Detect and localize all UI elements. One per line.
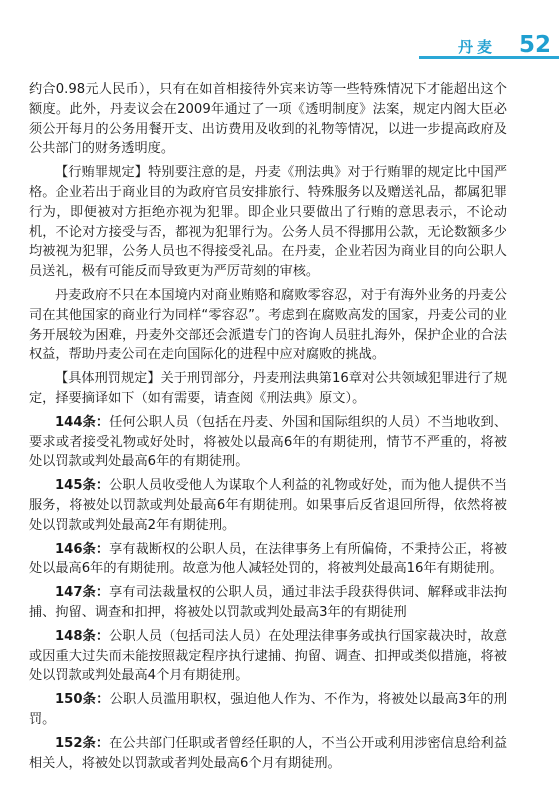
bribery-rules-text: 特别要注意的是，丹麦《刑法典》对于行贿罪的规定比中国严格。企业若出于商业目的为政府官员安排旅行、特殊服务以及赠送礼品，都属犯罪行为，即便被对方拒绝亦视为犯罪。即企业只要做出了行贿的意思表示，不论动机，不论对方接受与否，都视为犯罪行为。公务人员不得挪用公款，无论数额多少均被视为犯罪，公务人员也不得接受礼品。在丹麦，企业若因为商业目的向公职人员送礼，极有可能反而导致更为严厉苛刻的审核。 xyxy=(29,165,508,280)
bribery-rules-label: 【行贿罪规定】 xyxy=(55,165,149,181)
article-label: 147条： xyxy=(55,585,110,601)
article-label: 150条： xyxy=(55,692,110,708)
article-text: 公职人员滥用职权，强迫他人作为、不作为，将被处以最高3年的刑罚。 xyxy=(29,692,508,727)
article-text: 享有裁断权的公职人员，在法律事务上有所偏倚，不秉持公正，将被处以最高6年的有期徒刑。故意为他人减轻处罚的，将被判处最高16年有期徒刑。 xyxy=(29,541,508,577)
article-148 xyxy=(29,627,507,686)
article-label: 146条： xyxy=(55,541,110,557)
article-label: 152条： xyxy=(55,735,110,751)
article-147 xyxy=(29,583,507,623)
article-text: 享有司法裁量权的公职人员，通过非法手段获得供词、解释或非法拘捕、拘留、调查和扣押，将被处以罚款或判处最高3年的有期徒刑 xyxy=(29,585,508,620)
paragraph-zero-tolerance: 丹麦政府不只在本国境内对商业贿赂和腐败零容忍，对于有海外业务的丹麦公司在其他国家的商业行为同样“零容忍”。考虑到在腐败高发的国家，丹麦公司的业务开展较为困难，丹麦外交部还会派遣专门的咨询人员驻扎海外，保护企业的合法权益，帮助丹麦公司在走向国际化的进程中应对腐败的挑战。 xyxy=(29,287,507,363)
paragraph-penalty-rules xyxy=(29,369,507,409)
penalty-rules-label: 【具体刑罚规定】 xyxy=(55,371,161,387)
document-body xyxy=(29,80,507,777)
article-label: 145条： xyxy=(55,478,110,494)
article-text: 任何公职人员（包括在丹麦、外国和国际组织的人员）不当地收到、要求或者接受礼物或好处时，将被处以最高6年的有期徒刑，情节不严重的，将被处以罚款或判处最高6年的有期徒刑。 xyxy=(29,414,508,470)
article-144 xyxy=(29,413,507,472)
article-text: 在公共部门任职或者曾经任职的人，不当公开或利用涉密信息给利益相关人，将被处以罚款或者判处最高6个月有期徒刑。 xyxy=(29,735,508,771)
page-header xyxy=(0,34,559,74)
paragraph-bribery-rules xyxy=(29,163,507,282)
paragraph-transparency: 约合0.98元人民币），只有在如首相接待外宾来访等一些特殊情况下才能超出这个额度。此外，丹麦议会在2009年通过了一项《透明制度》法案，规定内阁大臣必须公开每月的公务用餐开支、出访费用及收到的礼物等情况，以进一步提高政府及公共部门的财务透明度。 xyxy=(29,82,507,157)
article-145 xyxy=(29,476,507,535)
article-146 xyxy=(29,540,507,580)
chapter-country-label: 丹麦 xyxy=(457,38,496,56)
article-150 xyxy=(29,690,507,730)
article-152 xyxy=(29,734,507,774)
page-number: 52 xyxy=(518,32,551,58)
article-label: 148条： xyxy=(55,628,110,644)
article-label: 144条： xyxy=(55,414,110,430)
penalty-rules-text: 关于刑罚部分，丹麦刑法典第16章对公共领域犯罪进行了规定，择要摘译如下（如有需要，请查阅《刑法典》原文）。 xyxy=(29,371,508,406)
article-text: 公职人员收受他人为谋取个人利益的礼物或好处，而为他人提供不当服务，将被处以罚款或判处最高6年有期徒刑。如果事后反省退回所得，依然将被处以罚款或判处最高2年有期徒刑。 xyxy=(29,478,508,533)
article-text: 公职人员（包括司法人员）在处理法律事务或执行国家裁决时，故意或因重大过失而未能按照裁定程序执行逮捕、拘留、调查、扣押或类似措施，将被处以罚款或判处最高4个月有期徒刑。 xyxy=(29,628,508,684)
